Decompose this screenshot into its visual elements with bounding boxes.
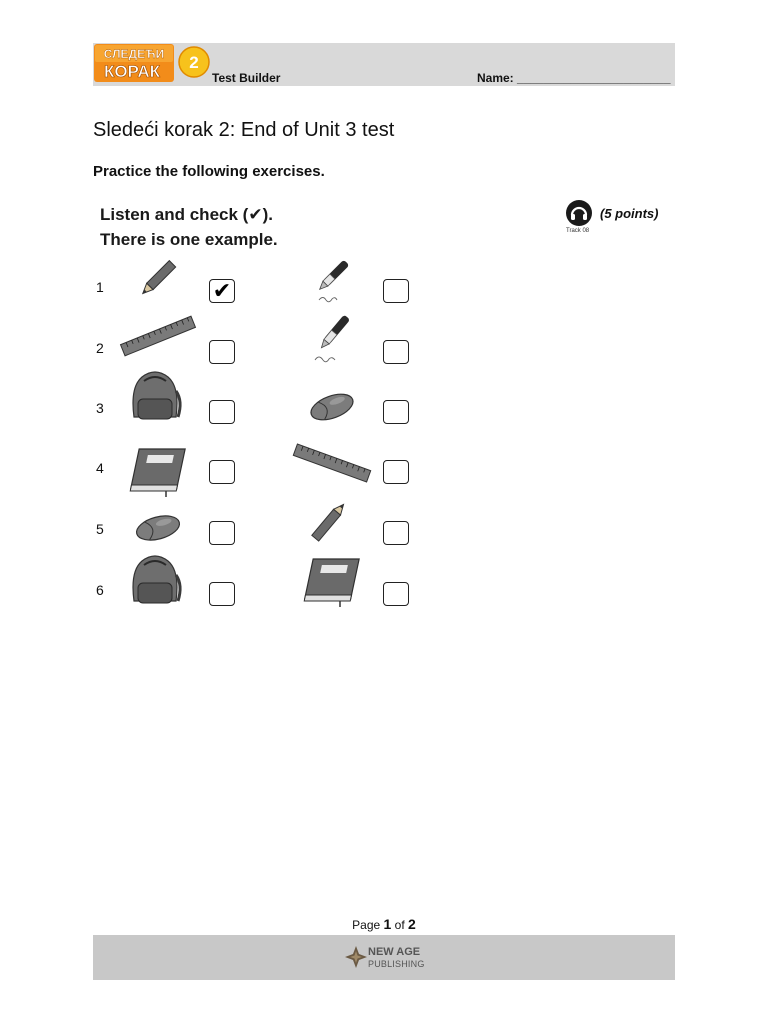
answer-checkbox[interactable] (209, 340, 235, 364)
page-of: of (394, 918, 405, 932)
answer-checkbox[interactable] (383, 521, 409, 545)
book-icon (300, 555, 362, 609)
row-number: 2 (96, 340, 104, 356)
backpack-icon (124, 551, 186, 609)
publisher-name (368, 946, 425, 970)
name-label: Name: (477, 71, 514, 85)
backpack-icon (124, 367, 186, 425)
exercise-instruction (100, 202, 278, 252)
publisher-line2: PUBLISHING (368, 959, 425, 969)
answer-checkbox[interactable] (209, 279, 235, 303)
answer-checkbox[interactable] (209, 460, 235, 484)
name-field[interactable] (477, 71, 671, 85)
publisher-logo-icon (344, 945, 368, 969)
answer-checkbox[interactable] (383, 279, 409, 303)
exercise-instruction-line1: Listen and check (✔). (100, 205, 273, 224)
book-icon (126, 445, 188, 497)
row-number: 1 (96, 279, 104, 295)
publisher-line1: NEW AGE (368, 946, 421, 958)
answer-checkbox[interactable] (209, 582, 235, 606)
page-number (0, 916, 768, 932)
instructions-text: Practice the following exercises. (93, 163, 325, 180)
eraser-icon (133, 510, 183, 546)
pencil-icon (306, 495, 352, 547)
name-blank: _______________________ (517, 71, 671, 85)
answer-checkbox[interactable] (209, 400, 235, 424)
eraser-icon (307, 389, 357, 425)
logo-text-bottom: КОРАК (103, 62, 161, 81)
row-number: 5 (96, 521, 104, 537)
headphones-icon (565, 199, 593, 227)
logo-number: 2 (189, 53, 199, 72)
sledeci-korak-logo (94, 44, 212, 84)
test-builder-label: Test Builder (212, 71, 281, 85)
page-current: 1 (383, 916, 392, 932)
answer-checkbox[interactable] (383, 340, 409, 364)
pencil-icon (135, 256, 181, 302)
ruler-icon (290, 440, 374, 486)
row-number: 4 (96, 460, 104, 476)
ruler-icon (118, 312, 198, 360)
exercise-instruction-line2: There is one example. (100, 230, 278, 249)
logo-text-top: СЛЕДЕЋИ (103, 47, 165, 61)
answer-checkbox[interactable] (209, 521, 235, 545)
answer-checkbox[interactable] (383, 400, 409, 424)
page-prefix: Page (352, 918, 381, 932)
track-label: Track 08 (566, 228, 590, 234)
page-total: 2 (408, 916, 416, 932)
answer-checkbox[interactable] (383, 582, 409, 606)
document-title: Sledeći korak 2: End of Unit 3 test (93, 119, 395, 141)
check-mark-icon: ✔ (212, 278, 232, 303)
pen-icon (305, 256, 357, 304)
row-number: 3 (96, 400, 104, 416)
pen-icon (303, 312, 357, 364)
row-number: 6 (96, 582, 104, 598)
answer-checkbox[interactable] (383, 460, 409, 484)
points-label: (5 points) (600, 206, 659, 221)
